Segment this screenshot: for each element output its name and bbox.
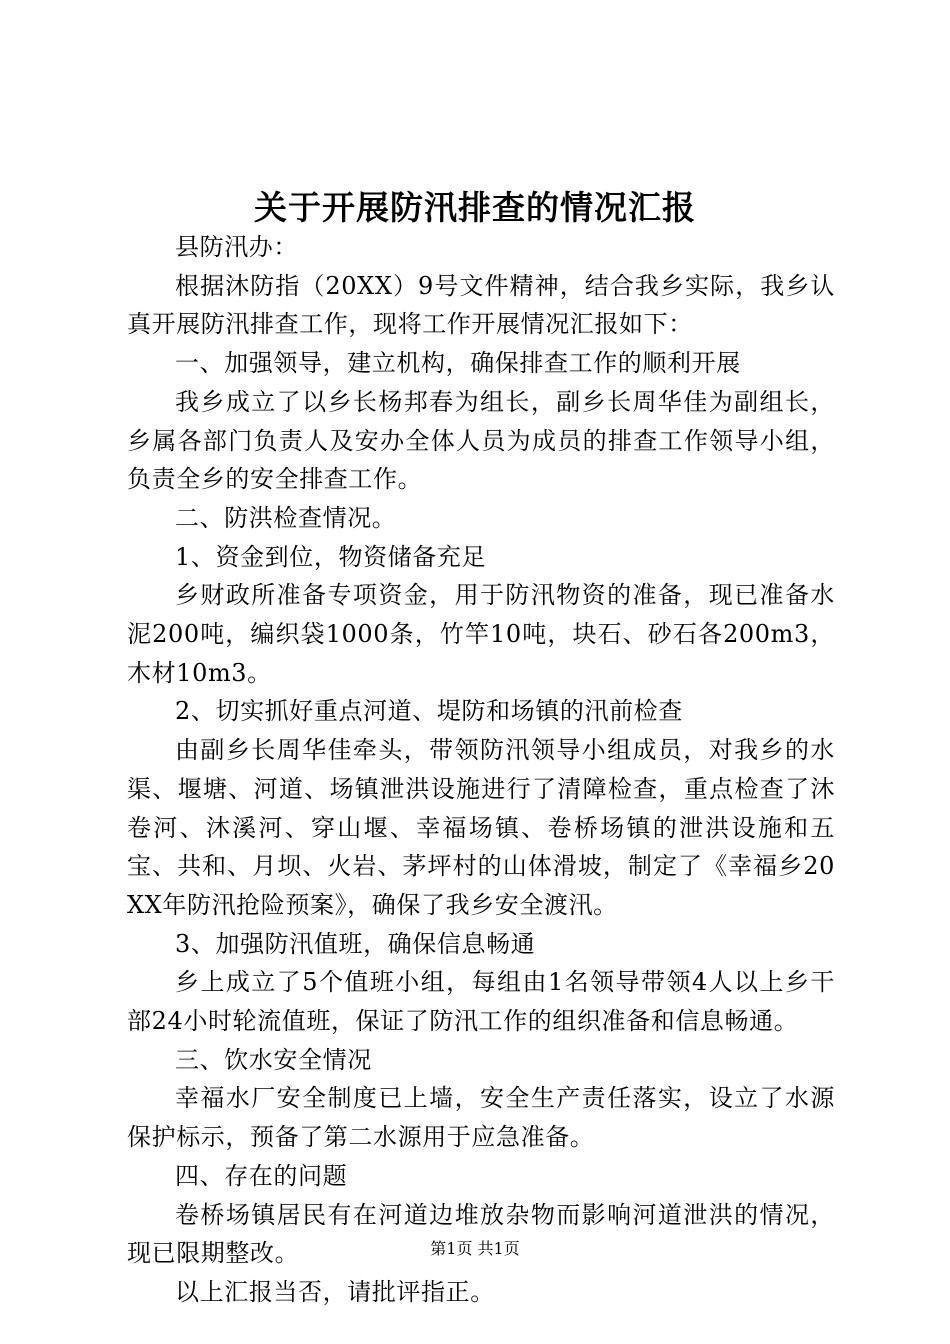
section-3-paragraph: 幸福水厂安全制度已上墙，安全生产责任落实，设立了水源保护标示，预备了第二水源用于应急准备。 (127, 1084, 835, 1152)
subsection-2-1-paragraph: 乡财政所准备专项资金，用于防汛物资的准备，现已准备水泥200吨，编织袋1000条，竹竿10吨，块石、砂石各200m3，木材10m3。 (127, 581, 835, 687)
subsection-heading-2-3: 3、加强防汛值班，确保信息畅通 (175, 929, 536, 958)
subsection-heading-2-2: 2、切实抓好重点河道、堤防和场镇的汛前检查 (175, 697, 683, 726)
section-4-paragraph: 卷桥场镇居民有在河道边堆放杂物而影响河道泄洪的情况，现已限期整改。 (127, 1200, 835, 1268)
subsection-heading-2-1: 1、资金到位，物资储备充足 (175, 542, 487, 571)
document-body (127, 228, 835, 1312)
closing-line: 以上汇报当否，请批评指正。 (175, 1277, 495, 1306)
subsection-2-3-paragraph: 乡上成立了5个值班小组，每组由1名领导带领4人以上乡干部24小时轮流值班，保证了防汛工作的组织准备和信息畅通。 (127, 968, 835, 1036)
section-1-paragraph: 我乡成立了以乡长杨邦春为组长，副乡长周华佳为副组长，乡属各部门负责人及安办全体人员为成员的排查工作领导小组，负责全乡的安全排查工作。 (127, 387, 835, 494)
subsection-2-2-paragraph: 由副乡长周华佳牵头，带领防汛领导小组成员，对我乡的水渠、堰塘、河道、场镇泄洪设施进行了清障检查，重点检查了沐卷河、沐溪河、穿山堰、幸福场镇、卷桥场镇的泄洪设施和五宝、共和、月坝、火岩、茅坪村的山体滑坡，制定了《幸福乡20XX年防汛抢险预案》，确保了我乡安全渡汛。 (127, 736, 835, 919)
section-heading-4: 四、存在的问题 (175, 1161, 348, 1190)
section-heading-1: 一、加强领导，建立机构，确保排查工作的顺利开展 (175, 349, 741, 378)
document-title: 关于开展防汛排查的情况汇报 (254, 188, 696, 227)
page-footer: 第1页 共1页 (430, 1239, 520, 1258)
section-heading-2: 二、防洪检查情况。 (175, 503, 397, 532)
intro-paragraph: 根据沐防指（20XX）9号文件精神，结合我乡实际，我乡认真开展防汛排查工作，现将工作开展情况汇报如下： (127, 271, 835, 339)
section-heading-3: 三、饮水安全情况 (175, 1045, 372, 1074)
salutation: 县防汛办： (175, 233, 298, 261)
